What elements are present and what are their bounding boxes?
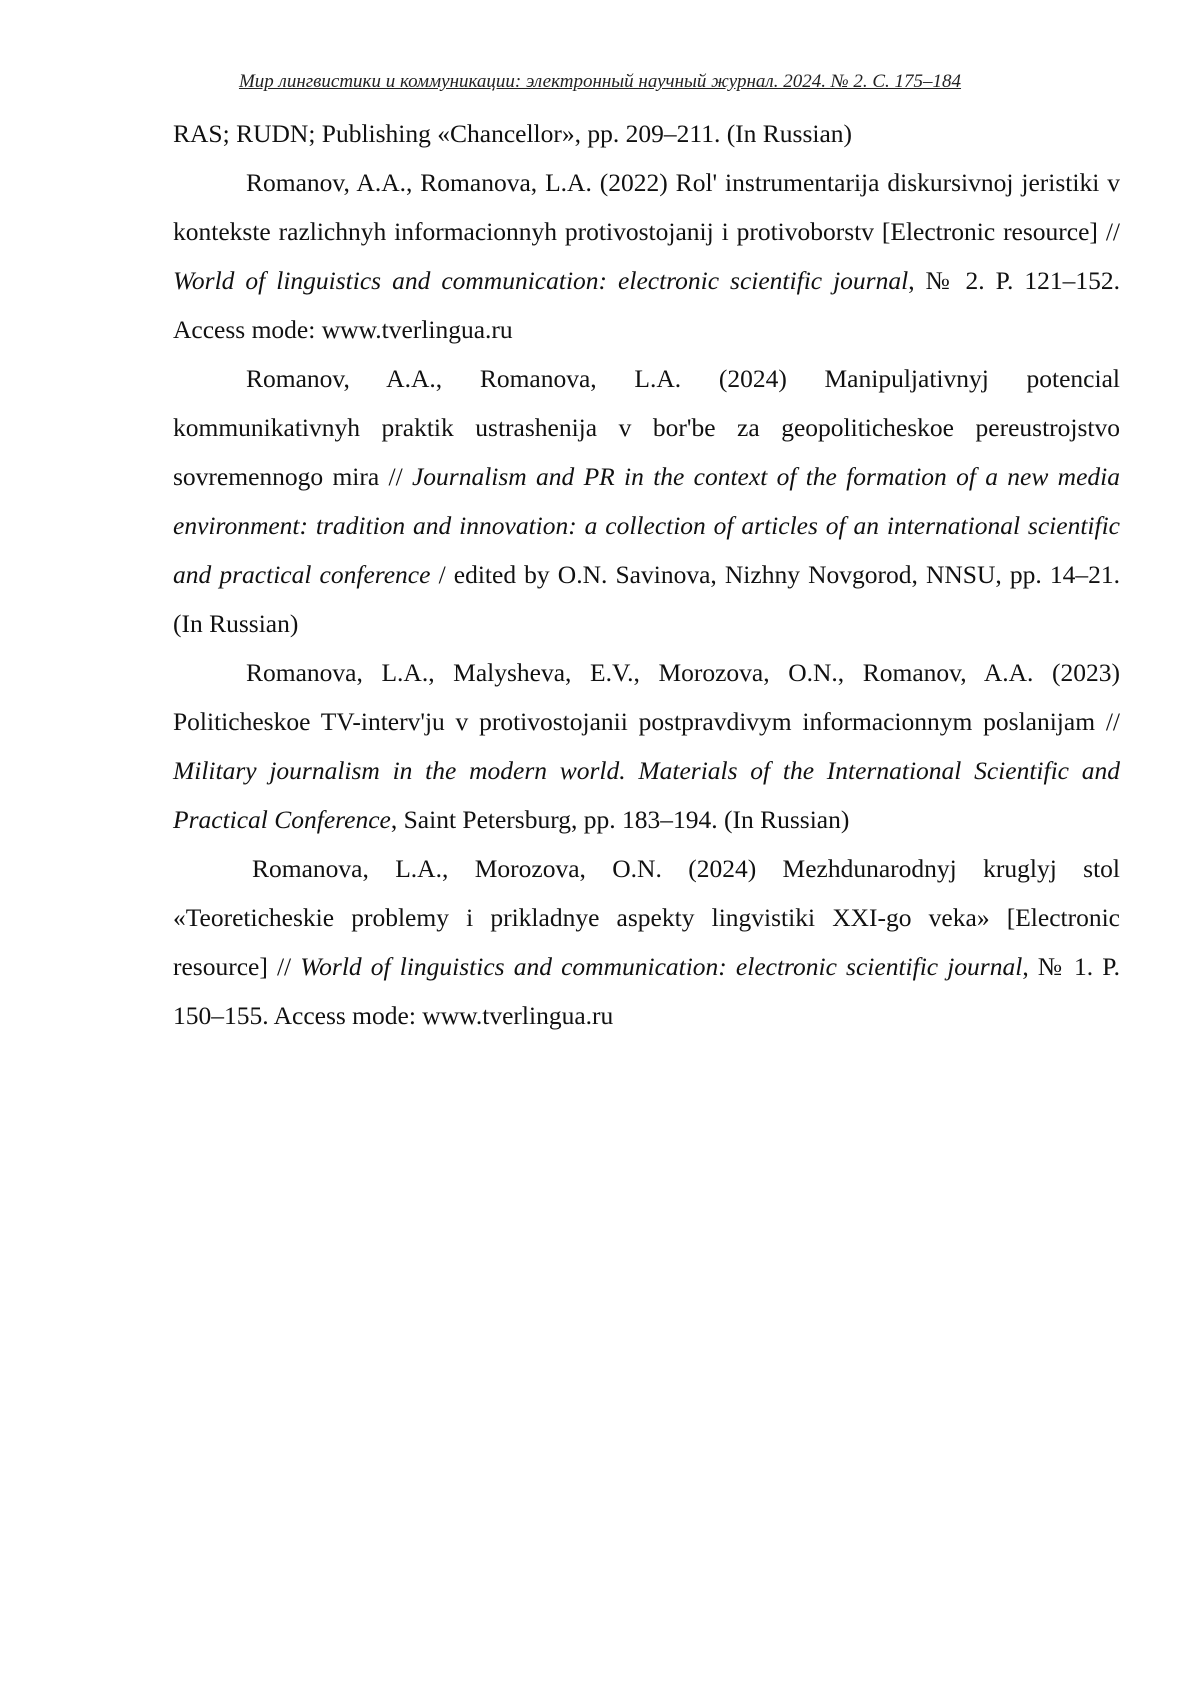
reference-entry bbox=[173, 648, 1120, 844]
reference-lead: Romanov, A.A., Romanova, L.A. (2022) Rol' instrumentarija diskursivnoj jeristiki v kontekste razlichnyh informacionnyh protivostojanij i protivoborstv [Electronic resource] // bbox=[173, 168, 1120, 246]
reference-lead: Romanova, L.A., Morozova, O.N. (2024) Mezhdunarodnyj kruglyj stol «Teoreticheskie problemy i prikladnye aspekty lingvistiki XXI-go veka» [Electronic resource] // bbox=[173, 854, 1120, 981]
reference-source-title: Military journalism in the modern world. Materials of the International Scientific and Practical Conference bbox=[173, 756, 1120, 834]
reference-lead: Romanov, A.A., Romanova, L.A. (2024) Manipuljativnyj potencial kommunikativnyh praktik ustrashenija v bor'be za geopoliticheskoe pereustrojstvo sovremennogo mira // bbox=[173, 364, 1120, 491]
reference-continuation bbox=[173, 109, 1120, 158]
reference-tail: , Saint Petersburg, pp. 183–194. (In Russian) bbox=[390, 805, 850, 834]
reference-tail: / edited by O.N. Savinova, Nizhny Novgorod, NNSU, pp. 14–21. (In Russian) bbox=[173, 560, 1121, 638]
reference-tail: , № 1. P. 150–155. Access mode: www.tverlingua.ru bbox=[173, 952, 1120, 1030]
reference-source-title: World of linguistics and communication: electronic scientific journal bbox=[173, 266, 909, 295]
reference-list bbox=[173, 109, 1120, 1040]
reference-entry bbox=[173, 844, 1120, 1040]
running-header: Мир лингвистики и коммуникации: электронный научный журнал. 2024. № 2. С. 175–184 bbox=[238, 71, 962, 92]
reference-lead: Romanova, L.A., Malysheva, E.V., Morozova, O.N., Romanov, A.A. (2023) Politicheskoe TV-interv'ju v protivostojanii postpravdivym informacionnym poslanijam // bbox=[173, 658, 1120, 736]
reference-source-title: Journalism and PR in the context of the formation of a new media environment: tradition and innovation: a collection of articles of an international scientific and practical conference bbox=[173, 462, 1120, 589]
reference-entry bbox=[173, 158, 1120, 354]
reference-text: RAS; RUDN; Publishing «Chancellor», pp. 209–211. (In Russian) bbox=[173, 119, 853, 148]
reference-tail: , № 2. P. 121–152. Access mode: www.tverlingua.ru bbox=[173, 266, 1120, 344]
reference-entry bbox=[173, 354, 1120, 648]
reference-source-title: World of linguistics and communication: electronic scientific journal bbox=[300, 952, 1023, 981]
